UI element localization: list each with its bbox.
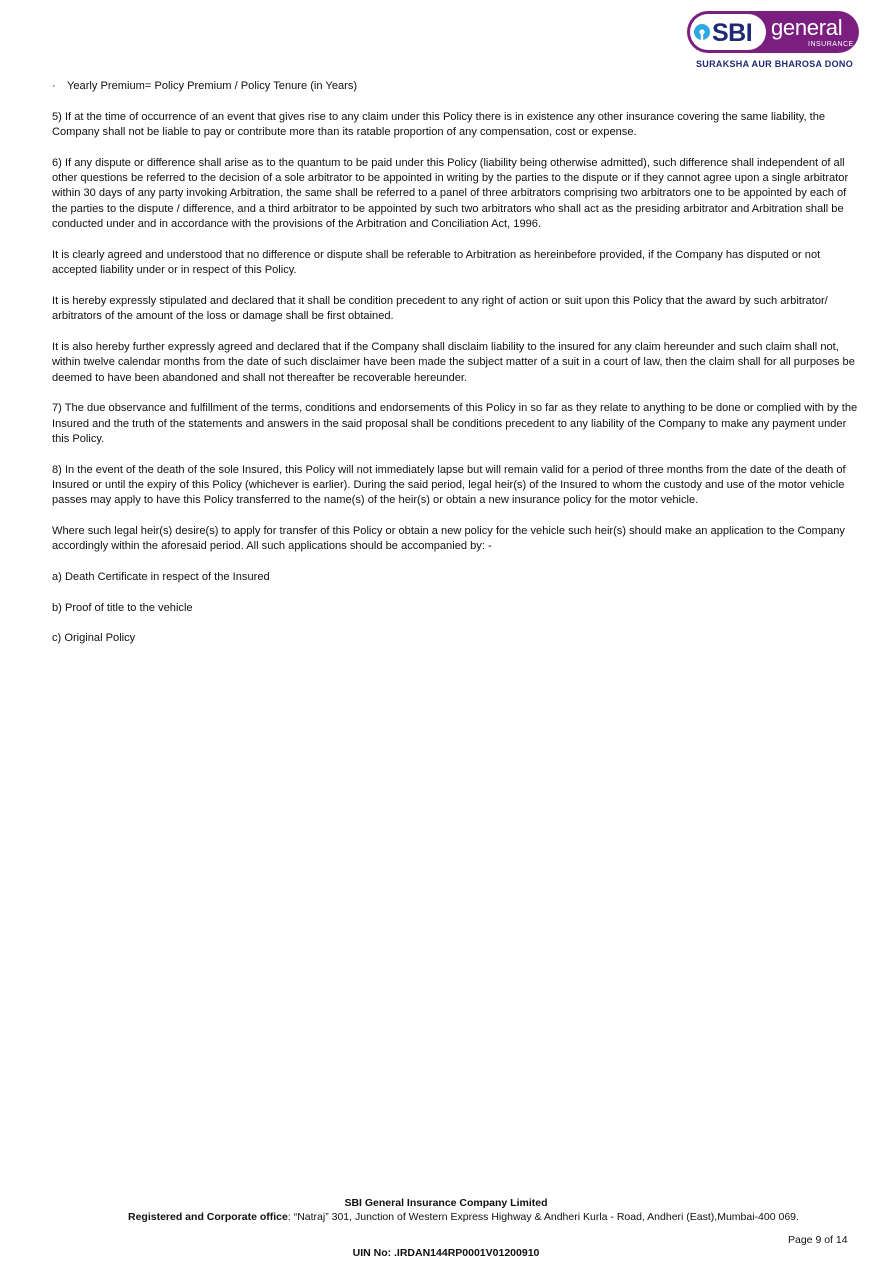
list-item-original-policy: c) Original Policy [52, 632, 136, 645]
legal-heir-paragraph: Where such legal heir(s) desire(s) to apply for transfer of this Policy or obtain a new policy for the vehicle such heir(s) should make an application to the Company accordingly within the aforesaid period. All such applications should be accompanied by: - [52, 525, 845, 553]
footer-company-name: SBI General Insurance Company Limited [344, 1197, 548, 1209]
logo-general-text: general [771, 15, 843, 40]
logo-sbi-text: SBI [712, 19, 753, 47]
logo-tagline: SURAKSHA AUR BHAROSA DONO [696, 59, 854, 69]
bullet-item [52, 79, 860, 94]
clause-6-paragraph: 6) If any dispute or difference shall arise as to the quantum to be paid under this Policy (liability being otherwise admitted), such difference shall independent of all other questions be referred to the decision of a sole arbitrator to be appointed in writing by the parties to the dispute or if they cannot agree upon a single arbitrator within 30 days of any party invoking Arbitration, the same shall be referred to a panel of three arbitrators comprising two arbitrators one to be appointed by each of the parties to the dispute / difference, and a third arbitrator to be appointed by such two arbitrators who shall act as the presiding arbitrator and Arbitration shall be conducted under and in accordance with the provisions of the Arbitration and Conciliation Act, 1996. [52, 156, 849, 231]
clause-5-paragraph: 5) If at the time of occurrence of an event that gives rise to any claim under this Policy there is in existence any other insurance covering the same liability, the Company shall not be liable to pay or contribute more than its ratable proportion of any compensation, cost or expense. [52, 110, 826, 138]
condition-precedent-paragraph: It is hereby expressly stipulated and declared that it shall be condition precedent to any right of action or suit upon this Policy that the award by such arbitrator/ arbitrators of the amount of the loss or damage shall be first obtained. [52, 294, 828, 323]
list-item-proof-of-title: b) Proof of title to the vehicle [52, 601, 193, 614]
sbi-general-logo [686, 10, 860, 70]
policy-text-body [52, 79, 860, 662]
footer-address-label: Registered and Corporate office [128, 1211, 288, 1223]
page-number: Page 9 of 14 [788, 1234, 848, 1246]
disclaimer-paragraph: It is also hereby further expressly agreed and declared that if the Company shall disclaim liability to the insured for any claim hereunder and such claim shall not, within twelve calendar months from the date of such disclaimer have been made the subject matter of a suit in a court of law, then the claim shall for all purposes be deemed to have been abandoned and shall not thereafter be recoverable hereunder. [52, 340, 855, 384]
clause-8-paragraph: 8) In the event of the death of the sole Insured, this Policy will not immediately lapse but will remain valid for a period of three months from the date of the death of Insured or until the expiry of this Policy (whichever is earlier). During the said period, legal heir(s) of the Insured to whom the custody and use of the motor vehicle passes may apply to have this Policy transferred to the name(s) of the heir(s) or obtain a new insurance policy for the motor vehicle. [52, 463, 846, 507]
bullet-symbol: · [52, 80, 56, 92]
bullet-text: Yearly Premium= Policy Premium / Policy Tenure (in Years) [67, 80, 358, 92]
clause-7-paragraph: 7) The due observance and fulfillment of the terms, conditions and endorsements of this Policy in so far as they relate to anything to be done or complied with by the Insured and the truth of the statements and answers in the said proposal shall be conditions precedent to any liability of the Company to make any payment under this Policy. [52, 402, 858, 446]
arbitration-referable-paragraph: It is clearly agreed and understood that no difference or dispute shall be referable to Arbitration as hereinbefore provided, if the Company has disputed or not accepted liability under or in respect of this Policy. [52, 248, 821, 277]
footer-address-text: : “Natraj” 301, Junction of Western Express Highway & Andheri Kurla - Road, Andheri (East),Mumbai-400 069. [287, 1211, 799, 1223]
footer-address [128, 1211, 799, 1223]
footer-uin: UIN No: .IRDAN144RP0001V01200910 [352, 1247, 540, 1259]
logo-insurance-text: INSURANCE [808, 41, 854, 48]
list-item-death-certificate: a) Death Certificate in respect of the Insured [52, 571, 270, 584]
